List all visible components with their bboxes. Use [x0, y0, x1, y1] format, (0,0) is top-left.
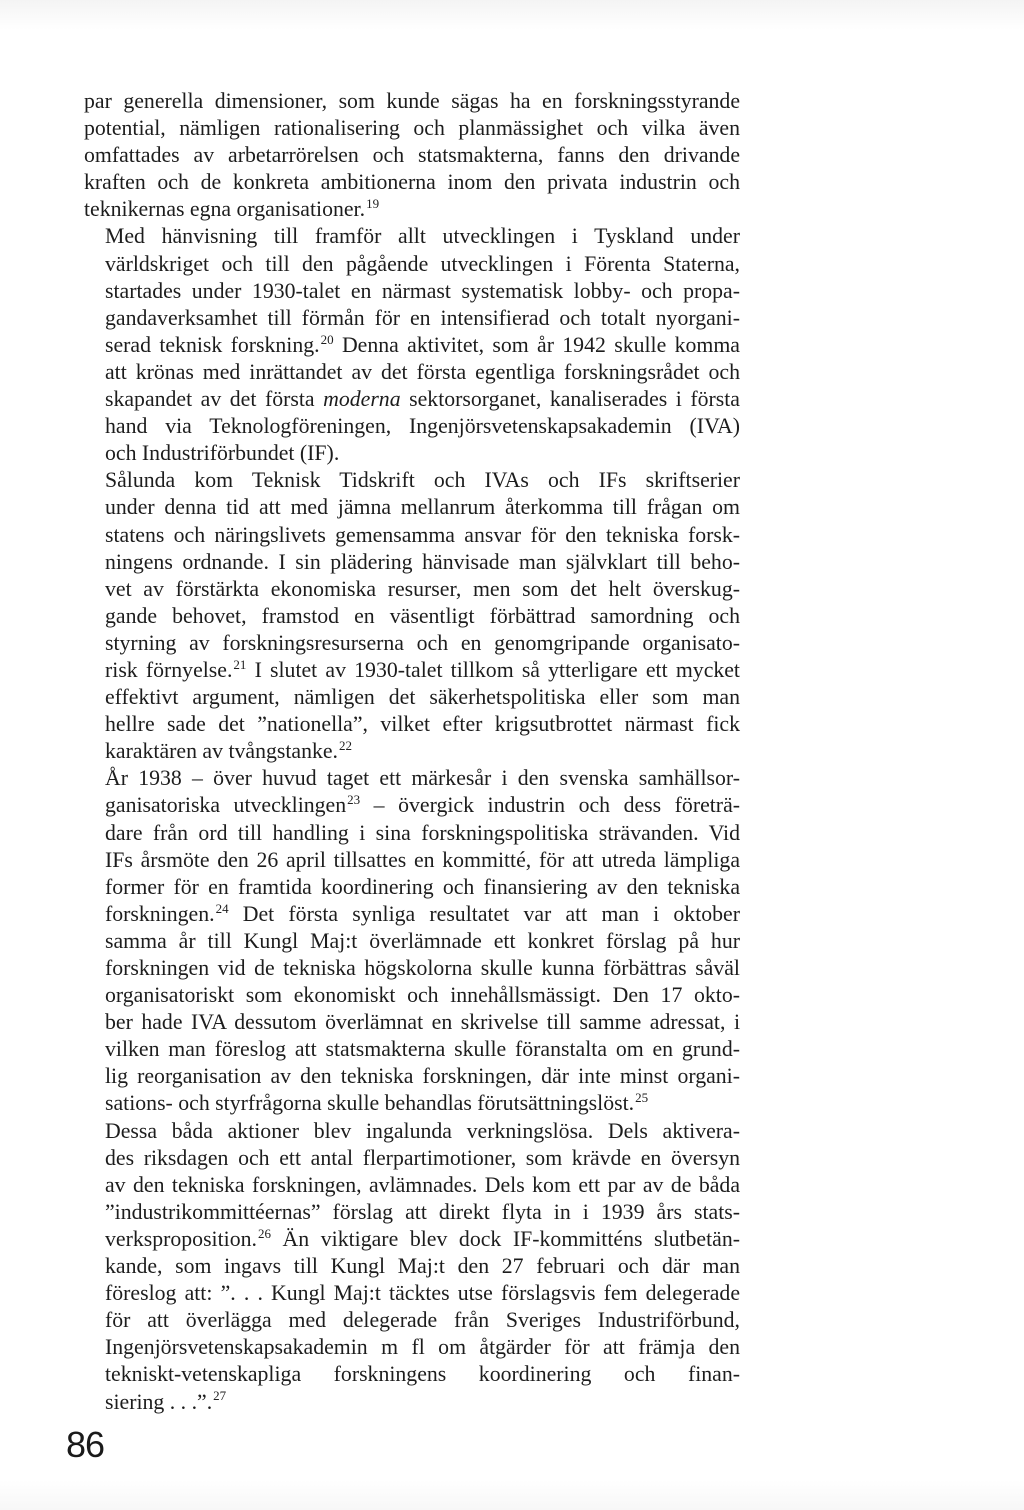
- paragraph: [84, 88, 740, 223]
- text-line: hellre sade det ”nationella”, vilket efter krigsutbrottet närmast fick: [105, 712, 740, 737]
- text-line: År 1938 – över huvud taget ett märkesår i den svenska samhällsor-: [105, 766, 740, 791]
- text-line: och Industriförbundet (IF).: [105, 441, 340, 466]
- footnote-ref: 19: [366, 196, 380, 212]
- text-line: gande behovet, framstod en väsentligt förbättrad samordning och: [105, 603, 740, 628]
- text-line: under denna tid att med jämna mellanrum återkomma till frågan om: [105, 495, 740, 520]
- text-line: potential, nämligen rationalisering och planmässighet och vilka även: [84, 116, 740, 141]
- text-line: för att överlägga med delegerade från Sveriges Industriförbund,: [105, 1308, 740, 1333]
- footnote-ref: 20: [320, 331, 334, 347]
- emphasis: moderna: [323, 387, 401, 412]
- body-text: [84, 88, 740, 1416]
- text-line: föreslog att: ”. . . Kungl Maj:t täcktes utse förslagsvis fem delegerade: [105, 1281, 740, 1306]
- text-line: vilken man föreslog att statsmakterna skulle föranstalta om en grund-: [105, 1037, 740, 1062]
- text-line: av den tekniska forskningen, avlämnades. Dels kom ett par av de båda: [105, 1172, 740, 1197]
- footnote-ref: 21: [233, 656, 247, 672]
- text-line: kraften och de konkreta ambitionerna inom den privata industrin och: [84, 170, 740, 195]
- footnote-ref: 23: [347, 792, 361, 808]
- text-line: Ingenjörsvetenskapsakademin m fl om åtgärder för att främja den: [105, 1335, 740, 1360]
- text-line: Dessa båda aktioner blev ingalunda verkningslösa. Dels aktivera-: [105, 1118, 740, 1143]
- footnote-ref: 26: [257, 1225, 271, 1241]
- text-line: lig reorganisation av den tekniska forskningen, där inte minst organi-: [105, 1064, 740, 1089]
- paragraph: [84, 467, 740, 765]
- text-line: par generella dimensioner, som kunde sägas ha en forskningsstyrande: [84, 89, 740, 113]
- text-line: styrning av forskningsresurserna och en genomgripande organisato-: [105, 630, 740, 655]
- paragraph: [84, 765, 740, 1117]
- paragraph: [84, 1118, 740, 1416]
- text-line: kande, som ingavs till Kungl Maj:t den 27 februari och där man: [105, 1254, 740, 1279]
- text-line: forskningen vid de tekniska högskolorna skulle kunna förbättras såväl: [105, 956, 740, 980]
- text-line: former för en framtida koordinering och finansiering av den tekniska: [105, 874, 740, 899]
- text-line: samma år till Kungl Maj:t överlämnade ett konkret förslag på hur: [105, 928, 740, 953]
- text-line: tekniskt-vetenskapliga forskningens koordinering och finan-: [105, 1362, 740, 1387]
- text-line: ber hade IVA dessutom överlämnat en skrivelse till samme adressat, i: [105, 1010, 740, 1035]
- text-line: des riksdagen och ett antal flerpartimotioner, som krävde en översyn: [105, 1145, 740, 1170]
- text-line: Med hänvisning till framför allt utvecklingen i Tyskland under: [105, 224, 740, 249]
- footnote-ref: 25: [635, 1090, 649, 1106]
- text-line: världskriget och till den pågående utvecklingen i Förenta Staterna,: [105, 251, 740, 276]
- text-line: sations- och styrfrågorna skulle behandlas förutsättningslöst.$^{25}$: [105, 1090, 649, 1116]
- text-line: skapandet av det första moderna sektorsorganet, kanaliserades i första: [105, 387, 740, 412]
- text-line: statens och näringslivets gemensamma ansvar för den tekniska forsk-: [105, 522, 740, 547]
- text-line: ”industrikommittéernas” förslag att direkt flyta in i 1939 års stats-: [105, 1199, 740, 1224]
- text-line: effektivt argument, nämligen det säkerhetspolitiska eller som man: [105, 685, 740, 710]
- text-line: siering . . .”.$^{27}$: [105, 1388, 227, 1414]
- text-line: forskningen.$^{24}$ Det första synliga resultatet var att man i oktober: [105, 900, 740, 926]
- text-line: teknikernas egna organisationer.$^{19}$: [84, 196, 380, 222]
- text-line: vet av förstärkta ekonomiska resurser, men som det helt överskug-: [105, 576, 740, 601]
- footnote-ref: 24: [215, 900, 229, 916]
- text-line: verksproposition.$^{26}$ Än viktigare blev dock IF-kommitténs slutbetän-: [105, 1225, 740, 1251]
- text-line: serad teknisk forskning.$^{20}$ Denna aktivitet, som år 1942 skulle komma: [105, 331, 740, 357]
- text-line: ganisatoriska utvecklingen$^{23}$ – övergick industrin och dess företrä-: [105, 792, 740, 818]
- footnote-ref: 27: [213, 1388, 227, 1404]
- text-line: risk förnyelse.$^{21}$ I slutet av 1930-talet tillkom så ytterligare ett mycket: [105, 656, 740, 682]
- text-line: karaktären av tvångstanke.$^{22}$: [105, 737, 352, 764]
- text-line: startades under 1930-talet en närmast systematisk lobby- och propa-: [105, 278, 740, 303]
- text-line: gandaverksamhet till förmån för en intensifierad och totalt nyorgani-: [105, 305, 740, 330]
- text-line: dare från ord till handling i sina forskningspolitiska strävanden. Vid: [105, 820, 740, 845]
- text-line: IFs årsmöte den 26 april tillsattes en kommitté, för att utreda lämpliga: [105, 847, 740, 872]
- page-number: 86: [66, 1424, 105, 1465]
- text-line: organisatoriskt som ekonomiskt och innehållsmässigt. Den 17 okto-: [105, 983, 740, 1008]
- paragraph: [84, 223, 740, 467]
- text-line: att krönas med inrättandet av det första egentliga forskningsrådet och: [105, 359, 740, 384]
- text-line: ningens ordnande. I sin plädering hänvisade man självklart till beho-: [105, 549, 740, 574]
- text-line: omfattades av arbetarrörelsen och statsmakterna, fanns den drivande: [84, 143, 740, 168]
- footnote-ref: 22: [339, 737, 352, 753]
- text-line: Sålunda kom Teknisk Tidskrift och IVAs och IFs skriftserier: [105, 468, 740, 493]
- text-line: hand via Teknologföreningen, Ingenjörsvetenskapsakademin (IVA): [105, 414, 740, 439]
